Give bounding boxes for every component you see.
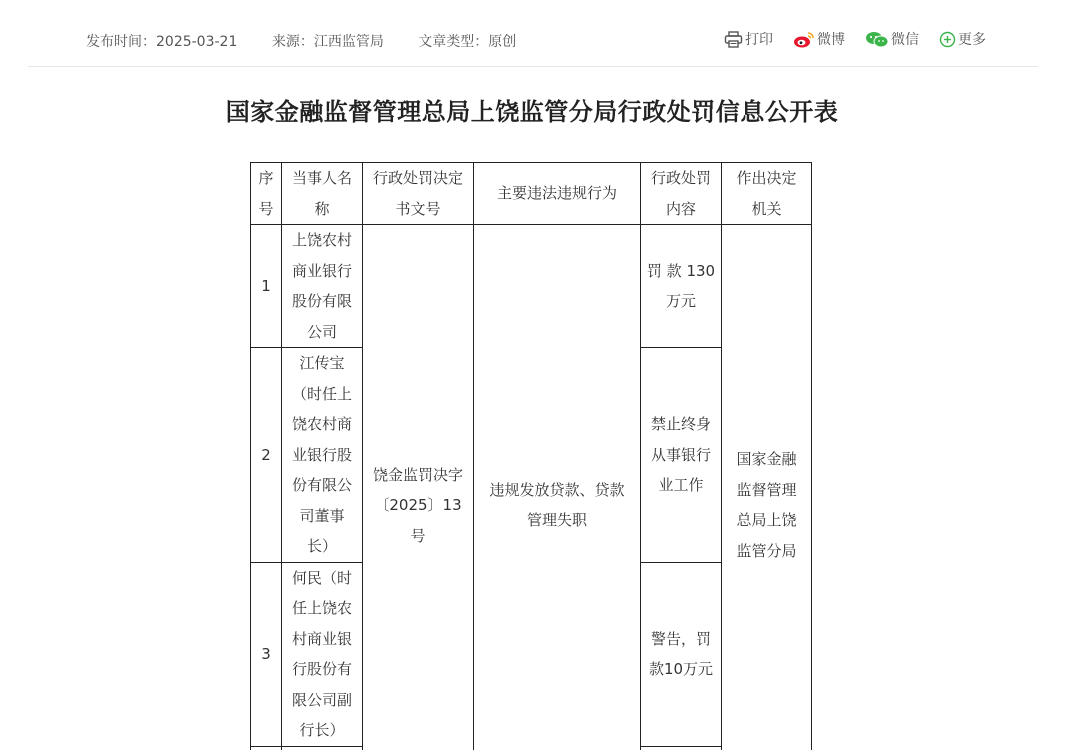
share-bar — [724, 29, 986, 49]
party-line: 长） — [306, 537, 337, 555]
wechat-label: 微信 — [891, 32, 919, 48]
weibo-label: 微博 — [817, 32, 845, 48]
more-label: 更多 — [958, 32, 986, 48]
party-line: 上饶农村 — [291, 231, 352, 249]
penalty-line: 罚 款 130 — [646, 261, 716, 280]
printer-icon — [724, 31, 743, 48]
party-line: 业银行股 — [291, 445, 352, 464]
party-line: （时任上 — [291, 384, 352, 403]
row-penalty — [641, 746, 722, 750]
row-no: 3 — [251, 562, 282, 746]
penalty-line: 禁止终身 — [650, 415, 711, 433]
header-behavior: 主要违法违规行为 — [474, 163, 641, 225]
row-party — [282, 348, 363, 563]
row-penalty — [641, 348, 722, 563]
org-line: 国家金融 — [736, 450, 797, 469]
row-party — [282, 746, 363, 750]
header-party-line: 当事人名 — [291, 169, 352, 187]
party-line: 任上饶农 — [291, 599, 352, 617]
row-penalty — [641, 225, 722, 348]
article-meta-bar — [28, 0, 1038, 67]
header-party — [282, 163, 363, 225]
party-line: 行股份有 — [291, 660, 352, 678]
party-line: 村商业银 — [291, 629, 352, 648]
behavior-cell — [474, 225, 641, 750]
penalty-line: 从事银行 — [650, 445, 711, 464]
row-party — [282, 562, 363, 746]
party-line: 司董事 — [299, 506, 345, 525]
party-line: 股份有限 — [291, 292, 352, 310]
penalty-line: 警告，罚 — [650, 629, 711, 648]
party-line: 行长） — [299, 721, 345, 739]
org-cell — [722, 225, 812, 750]
org-line: 监督管理 — [736, 480, 797, 499]
article-source: 来源：江西监管局 — [271, 34, 384, 50]
weibo-icon — [793, 31, 815, 48]
weibo-share-button[interactable] — [793, 29, 845, 49]
penalty-table — [250, 162, 812, 750]
penalty-line: 万元 — [665, 292, 696, 310]
doc-number-line: 〔2025〕13 — [374, 496, 462, 514]
behavior-line: 违规发放贷款、贷款 — [489, 480, 625, 499]
article-type: 文章类型：原创 — [418, 34, 517, 50]
party-line: 公司 — [306, 322, 337, 341]
party-line: 江传宝 — [299, 354, 345, 372]
table-header-row — [251, 163, 812, 225]
party-line: 饶农村商 — [291, 415, 352, 433]
org-line: 监管分局 — [736, 541, 797, 560]
penalty-line: 款10万元 — [648, 660, 714, 678]
row-no: 2 — [251, 348, 282, 563]
row-party — [282, 225, 363, 348]
page-title: 国家金融监督管理总局上饶监管分局行政处罚信息公开表 — [225, 98, 839, 126]
table-row — [251, 225, 812, 348]
print-label: 打印 — [745, 32, 773, 48]
party-line: 商业银行 — [291, 261, 352, 280]
behavior-line: 管理失职 — [526, 511, 587, 530]
party-line: 何民（时 — [291, 568, 352, 587]
article-meta — [86, 31, 546, 51]
publish-time: 发布时间：2025-03-21 — [86, 34, 238, 50]
header-org-line: 机关 — [751, 199, 782, 218]
header-org — [722, 163, 812, 225]
row-no: 1 — [251, 225, 282, 348]
header-doc-line: 行政处罚决定 — [372, 169, 463, 187]
header-penalty — [641, 163, 722, 225]
doc-number-line: 饶金监罚决字 — [372, 465, 463, 484]
row-penalty — [641, 562, 722, 746]
penalty-line: 业工作 — [658, 476, 704, 494]
wechat-icon — [865, 31, 889, 48]
plus-circle-icon — [939, 31, 956, 48]
more-share-button[interactable] — [939, 29, 986, 49]
header-doc-number — [363, 163, 474, 225]
wechat-share-button[interactable] — [865, 29, 919, 49]
header-doc-line: 书文号 — [395, 199, 441, 218]
header-party-line: 称 — [314, 199, 330, 218]
party-line: 份有限公 — [291, 476, 352, 494]
header-no-line: 序 — [258, 169, 274, 187]
header-no-line: 号 — [258, 199, 274, 218]
header-penalty-line: 内容 — [665, 199, 696, 218]
doc-number-line: 号 — [410, 526, 426, 545]
header-no — [251, 163, 282, 225]
header-penalty-line: 行政处罚 — [650, 169, 711, 187]
header-org-line: 作出决定 — [736, 169, 797, 187]
doc-number-cell — [363, 225, 474, 750]
party-line: 限公司副 — [291, 690, 352, 709]
print-button[interactable] — [724, 29, 773, 49]
row-no — [251, 746, 282, 750]
org-line: 总局上饶 — [736, 511, 797, 530]
